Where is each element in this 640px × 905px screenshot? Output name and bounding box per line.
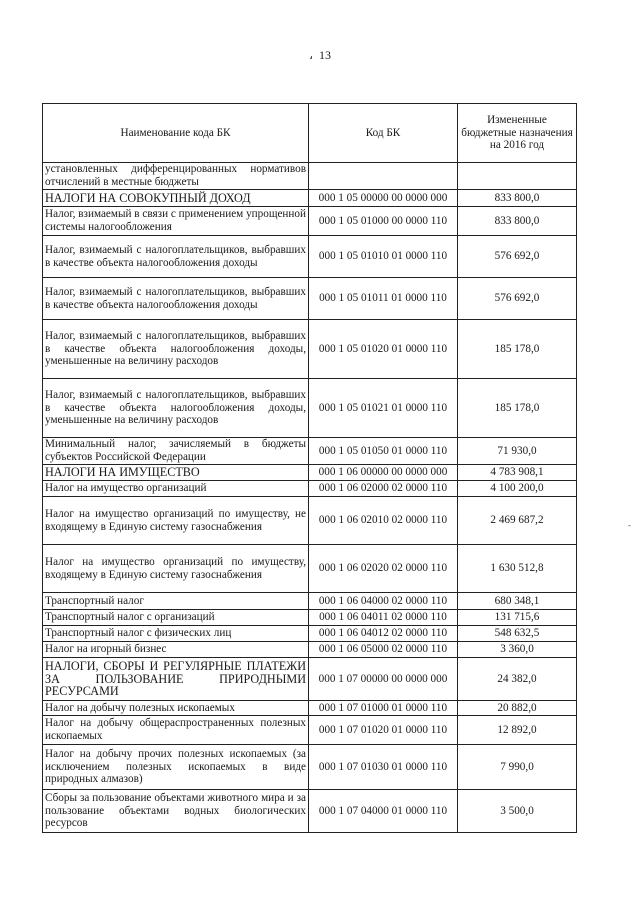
row-code: 000 1 05 01020 01 0000 110 — [309, 320, 458, 379]
row-code: 000 1 05 01011 01 0000 110 — [309, 278, 458, 320]
row-name: НАЛОГИ, СБОРЫ И РЕГУЛЯРНЫЕ ПЛАТЕЖИ ЗА ПОЛЬЗОВАНИЕ ПРИРОДНЫМИ РЕСУРСАМИ — [43, 658, 309, 701]
table-header-row — [43, 104, 577, 163]
row-value: 576 692,0 — [458, 236, 577, 278]
row-code: 000 1 07 00000 00 0000 000 — [309, 658, 458, 701]
header-value: Измененные бюджетные назначения на 2016 год — [458, 104, 577, 163]
table-row — [43, 278, 577, 320]
row-code — [309, 163, 458, 190]
row-name: Налог на добычу полезных ископаемых — [43, 701, 309, 716]
row-value: 3 500,0 — [458, 790, 577, 833]
row-code: 000 1 06 04000 02 0000 110 — [309, 593, 458, 610]
row-name: Сборы за пользование объектами животного мира и за пользование объектами водных биологических ресурсов — [43, 790, 309, 833]
row-code: 000 1 06 02010 02 0000 110 — [309, 497, 458, 545]
row-value: 576 692,0 — [458, 278, 577, 320]
row-name: Транспортный налог — [43, 593, 309, 610]
row-name: НАЛОГИ НА ИМУЩЕСТВО — [43, 465, 309, 481]
table-row — [43, 465, 577, 481]
row-name: Налог, взимаемый с налогоплательщиков, выбравших в качестве объекта налогообложения доходы, уменьшенные на величину расходов — [43, 379, 309, 438]
table-row — [43, 716, 577, 745]
page-number — [0, 48, 640, 63]
row-code: 000 1 06 05000 02 0000 110 — [309, 642, 458, 658]
table-row — [43, 642, 577, 658]
row-value: 131 715,6 — [458, 610, 577, 626]
header-name: Наименование кода БК — [43, 104, 309, 163]
row-value — [458, 163, 577, 190]
table-row — [43, 320, 577, 379]
row-value: 1 630 512,8 — [458, 545, 577, 593]
row-value: 24 382,0 — [458, 658, 577, 701]
table-row — [43, 438, 577, 465]
row-code: 000 1 05 01000 00 0000 110 — [309, 207, 458, 236]
row-value: 20 882,0 — [458, 701, 577, 716]
row-code: 000 1 05 01021 01 0000 110 — [309, 379, 458, 438]
row-value: 7 990,0 — [458, 745, 577, 790]
row-name: Налог на имущество организаций по имуществу, входящему в Единую систему газоснабжения — [43, 545, 309, 593]
table-row — [43, 481, 577, 497]
table-body — [43, 163, 577, 833]
table-row — [43, 790, 577, 833]
table-row — [43, 190, 577, 207]
table-row — [43, 745, 577, 790]
table-row — [43, 658, 577, 701]
row-value: 548 632,5 — [458, 626, 577, 642]
budget-code-table — [42, 103, 577, 833]
table-row — [43, 497, 577, 545]
row-name: Налог, взимаемый с налогоплательщиков, выбравших в качестве объекта налогообложения доходы, уменьшенные на величину расходов — [43, 320, 309, 379]
row-value: 185 178,0 — [458, 379, 577, 438]
row-name: Минимальный налог, зачисляемый в бюджеты субъектов Российской Федерации — [43, 438, 309, 465]
row-code: 000 1 06 04011 02 0000 110 — [309, 610, 458, 626]
row-value: 833 800,0 — [458, 190, 577, 207]
row-value: 680 348,1 — [458, 593, 577, 610]
table-row — [43, 163, 577, 190]
row-code: 000 1 07 01000 01 0000 110 — [309, 701, 458, 716]
row-code: 000 1 05 00000 00 0000 000 — [309, 190, 458, 207]
row-code: 000 1 06 00000 00 0000 000 — [309, 465, 458, 481]
row-value: 2 469 687,2 — [458, 497, 577, 545]
row-value: 71 930,0 — [458, 438, 577, 465]
row-code: 000 1 06 04012 02 0000 110 — [309, 626, 458, 642]
row-name: Налог на добычу общераспространенных полезных ископаемых — [43, 716, 309, 745]
page-mark: ، — [309, 48, 313, 62]
row-code: 000 1 05 01010 01 0000 110 — [309, 236, 458, 278]
header-code: Код БК — [309, 104, 458, 163]
row-name: Налог, взимаемый в связи с применением упрощенной системы налогообложения — [43, 207, 309, 236]
page-number-value: 13 — [318, 48, 331, 62]
table-row — [43, 207, 577, 236]
row-name: Налог, взимаемый с налогоплательщиков, выбравших в качестве объекта налогообложения доходы — [43, 236, 309, 278]
row-value: 3 360,0 — [458, 642, 577, 658]
table-row — [43, 701, 577, 716]
row-name: Транспортный налог с физических лиц — [43, 626, 309, 642]
table-row — [43, 379, 577, 438]
row-value: 12 892,0 — [458, 716, 577, 745]
table-row — [43, 610, 577, 626]
table-row — [43, 593, 577, 610]
row-name: Транспортный налог с организаций — [43, 610, 309, 626]
row-code: 000 1 06 02000 02 0000 110 — [309, 481, 458, 497]
row-code: 000 1 06 02020 02 0000 110 — [309, 545, 458, 593]
row-code: 000 1 05 01050 01 0000 110 — [309, 438, 458, 465]
row-value: 833 800,0 — [458, 207, 577, 236]
stray-mark: - — [628, 520, 631, 530]
table-row — [43, 236, 577, 278]
row-name: установленных дифференцированных нормативов отчислений в местные бюджеты — [43, 163, 309, 190]
row-value: 4 100 200,0 — [458, 481, 577, 497]
row-name: Налог на имущество организаций — [43, 481, 309, 497]
table-row — [43, 545, 577, 593]
table-row — [43, 626, 577, 642]
row-value: 185 178,0 — [458, 320, 577, 379]
row-name: Налог на добычу прочих полезных ископаемых (за исключением полезных ископаемых в виде природных алмазов) — [43, 745, 309, 790]
row-name: НАЛОГИ НА СОВОКУПНЫЙ ДОХОД — [43, 190, 309, 207]
row-name: Налог на имущество организаций по имуществу, не входящему в Единую систему газоснабжения — [43, 497, 309, 545]
row-code: 000 1 07 01030 01 0000 110 — [309, 745, 458, 790]
row-code: 000 1 07 04000 01 0000 110 — [309, 790, 458, 833]
row-name: Налог на игорный бизнес — [43, 642, 309, 658]
row-value: 4 783 908,1 — [458, 465, 577, 481]
row-name: Налог, взимаемый с налогоплательщиков, выбравших в качестве объекта налогообложения доходы — [43, 278, 309, 320]
row-code: 000 1 07 01020 01 0000 110 — [309, 716, 458, 745]
